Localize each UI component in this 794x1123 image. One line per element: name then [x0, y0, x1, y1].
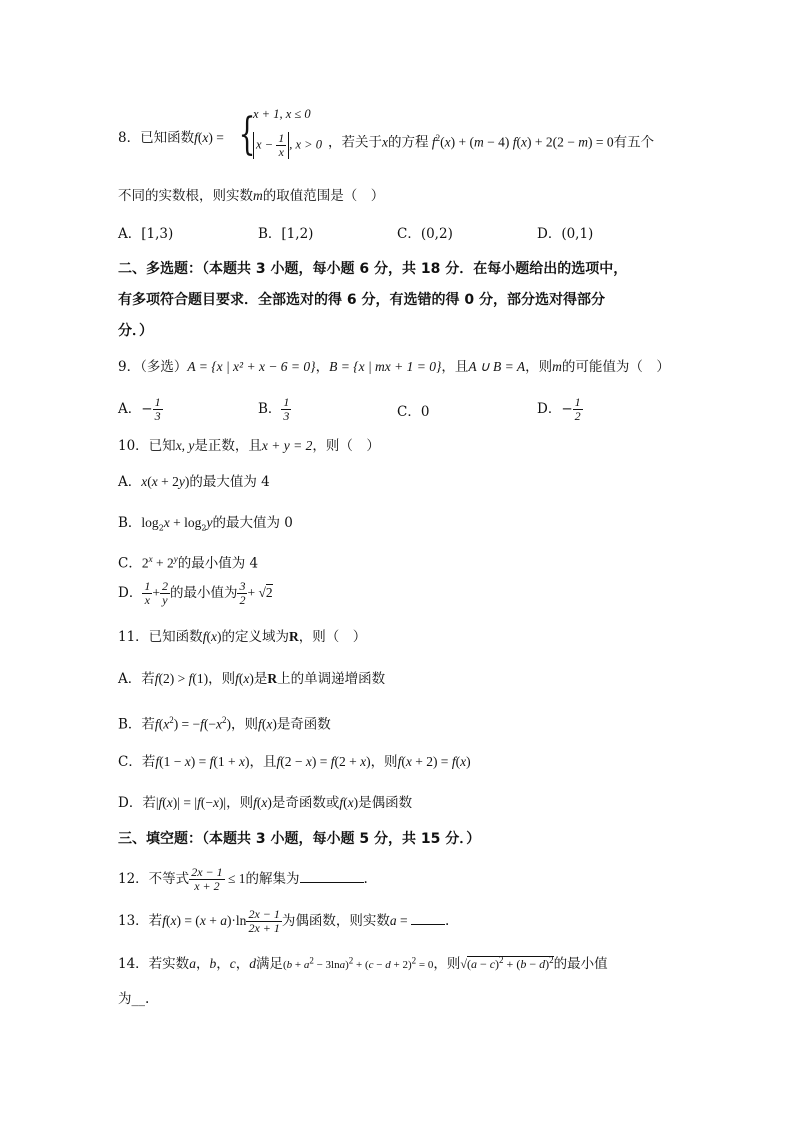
- q10-option-a[interactable]: A．x(x + 2y)的最大值为 4: [118, 474, 270, 490]
- q8-option-b[interactable]: B．[1,2): [258, 226, 314, 242]
- section2-heading-line3: 分．）: [118, 323, 153, 339]
- q10-option-d[interactable]: D． $\frac{1}{x}$ + $\frac{2}{y}$ 的最小值为 $\frac{3}{2}$ + √2: [118, 579, 273, 607]
- q9-option-c[interactable]: C．0: [397, 404, 430, 420]
- q11-option-d[interactable]: D．若|f(x)| = |f(−x)|，则f(x)是奇函数或f(x)是偶函数: [118, 795, 413, 811]
- q8-option-a[interactable]: A．[1,3): [118, 226, 174, 242]
- q8-line2: 不同的实数根，则实数m的取值范围是（ ）: [118, 188, 385, 204]
- q8-number: 8．: [118, 130, 141, 146]
- q9-line: 9．（多选）A = {x | x² + x − 6 = 0}，B = {x | mx + 1 = 0}，且A ∪ B = A，则m的可能值为（ ）: [118, 359, 670, 375]
- section3-heading: 三、填空题：（本题共 3 小题，每小题 5 分，共 15 分．）: [118, 831, 481, 847]
- q8-option-d[interactable]: D．(0,1): [537, 226, 594, 242]
- q12-line: 12．不等式 $\frac{2x - 1}{x + 2}$ ≤ 1的解集为 .: [118, 865, 368, 893]
- section2-heading-line2: 有多项符合题目要求．全部选对的得 6 分，有选错的得 0 分，部分选对得部分: [118, 292, 605, 308]
- q12-answer-blank[interactable]: [300, 882, 364, 883]
- q10-stem: 10．已知x, y是正数，且x + y = 2，则（ ）: [118, 438, 380, 454]
- q13-line: 13．若f(x) = (x + a)·ln $\frac{2x - 1}{2x + 1}$ 为偶函数，则实数a = .: [118, 907, 450, 935]
- q9-option-a[interactable]: A．− $\frac{1}{3}$: [118, 395, 161, 423]
- q13-answer-blank[interactable]: [411, 924, 445, 925]
- q8-line1-right: ，若关于x的方程 $f^2(x) + (m - 4) f(x) + 2(2 - m) = 0$有五个: [328, 133, 655, 151]
- q10-option-c[interactable]: C．$2^x + 2^y$的最小值为 4: [118, 554, 259, 572]
- q14-line1: 14．若实数a，b，c，d满足$(b + a^2 - 3\ln a)^2 + (c - d + 2)^2 = 0$，则$√(a - c)^2 + (b - d)^2$的最小值: [118, 955, 608, 972]
- q9-option-b[interactable]: B． $\frac{1}{3}$: [258, 395, 290, 423]
- q11-option-a[interactable]: A．若f(2) > f(1)，则f(x)是R上的单调递增函数: [118, 671, 386, 687]
- section2-heading-line1: 二、多选题：（本题共 3 小题，每小题 6 分，共 18 分．在每小题给出的选项中，: [118, 261, 628, 277]
- q9-number: 9．（多选）: [118, 359, 188, 375]
- q10-option-b[interactable]: B．$\log_2x + \log_2y$的最大值为 0: [118, 515, 293, 533]
- q14-line2: 为__.: [118, 991, 150, 1007]
- q11-option-b[interactable]: B．若$f(x^2) = -f(-x^2)$，则f(x)是奇函数: [118, 715, 331, 733]
- q8-option-c[interactable]: C．(0,2): [397, 226, 453, 242]
- q8-line1: 8．已知函数f(x) =: [118, 130, 224, 146]
- q11-stem: 11．已知函数f(x)的定义域为R，则（ ）: [118, 629, 367, 645]
- q8-piecewise: { x + 1, x ≤ 0 x − $\frac{1}{x}$ , x > 0: [238, 107, 322, 160]
- q9-option-d[interactable]: D．− $\frac{1}{2}$: [537, 395, 581, 423]
- q11-option-c[interactable]: C．若f(1 − x) = f(1 + x)，且f(2 − x) = f(2 + x)，则f(x + 2) = f(x): [118, 754, 471, 770]
